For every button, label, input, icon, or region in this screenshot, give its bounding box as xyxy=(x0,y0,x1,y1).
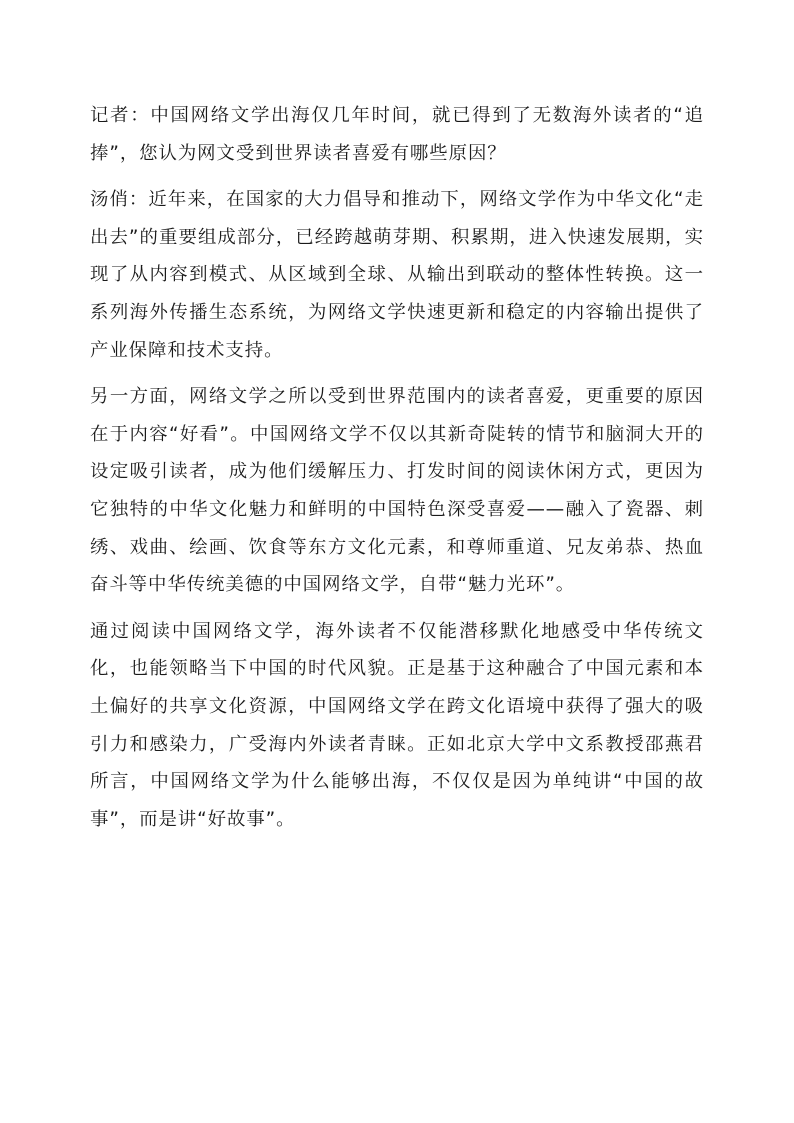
paragraph-cultural-resonance: 通过阅读中国网络文学，海外读者不仅能潜移默化地感受中华传统文化，也能领略当下中国的时代风貌。正是基于这种融合了中国元素和本土偏好的共享文化资源，中国网络文学在跨文化语境中获得了强大的吸引力和感染力，广受海内外读者青睐。正如北京大学中文系教授邵燕君所言，中国网络文学为什么能够出海，不仅仅是因为单纯讲“中国的故事”，而是讲“好故事”。 xyxy=(90,620,704,830)
document-body xyxy=(90,97,704,847)
paragraph-answer-intro: 汤俏：近年来，在国家的大力倡导和推动下，网络文学作为中华文化“走出去”的重要组成部分，已经跨越萌芽期、积累期，进入快速发展期，实现了从内容到模式、从区域到全球、从输出到联动的整体性转换。这一系列海外传播生态系统，为网络文学快速更新和稳定的内容输出提供了产业保障和技术支持。 xyxy=(90,189,704,361)
paragraph-interview-question: 记者：中国网络文学出海仅几年时间，就已得到了无数海外读者的“追捧”，您认为网文受到世界读者喜爱有哪些原因？ xyxy=(90,105,704,164)
paragraph-content-appeal: 另一方面，网络文学之所以受到世界范围内的读者喜爱，更重要的原因在于内容“好看”。中国网络文学不仅以其新奇陡转的情节和脑洞大开的设定吸引读者，成为他们缓解压力、打发时间的阅读休闲方式，更因为它独特的中华文化魅力和鲜明的中国特色深受喜爱——融入了瓷器、刺绣、戏曲、绘画、饮食等东方文化元素，和尊师重道、兄友弟恭、热血奋斗等中华传统美德的中国网络文学，自带“魅力光环”。 xyxy=(90,386,704,596)
